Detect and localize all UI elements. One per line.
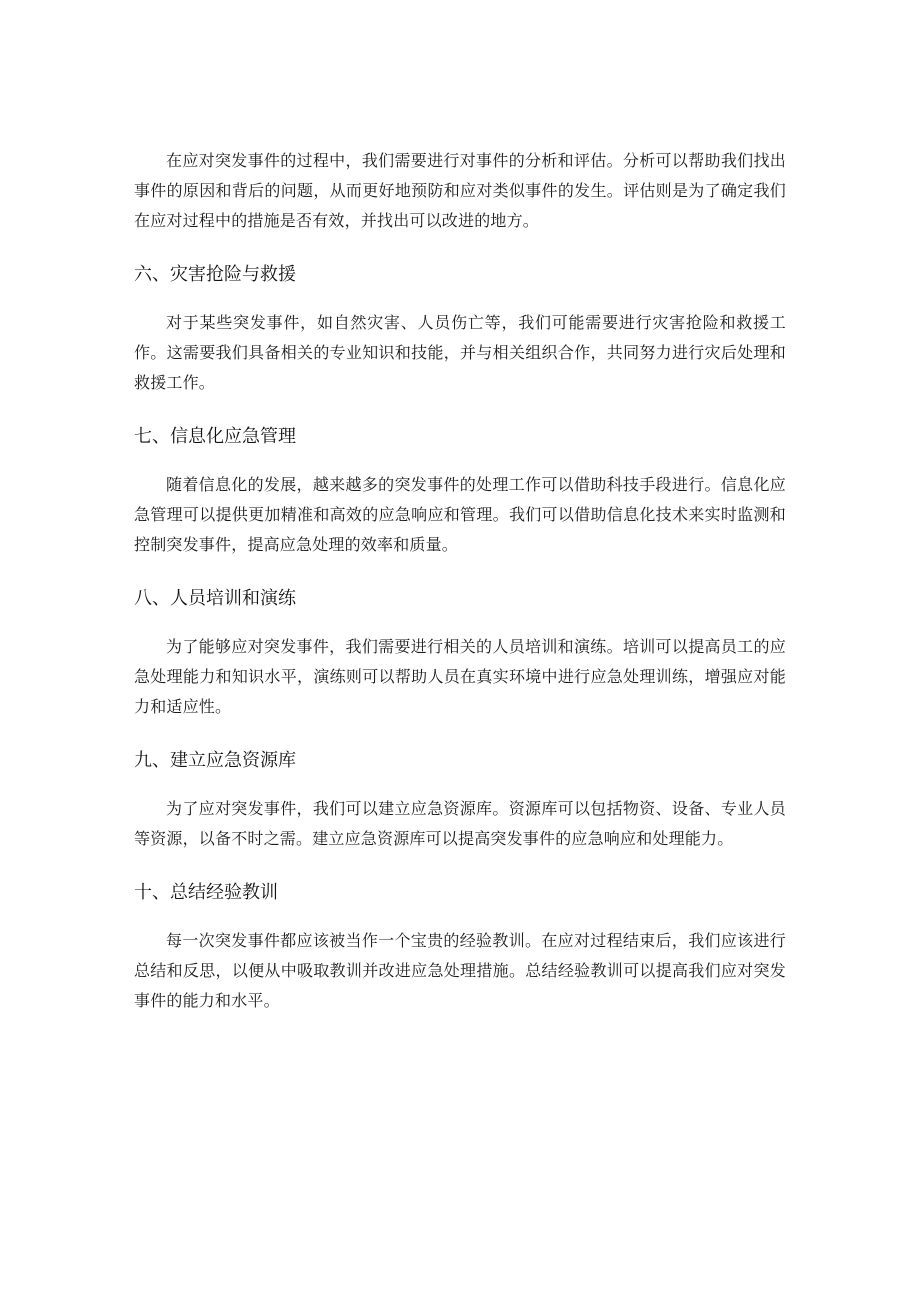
section-heading-10: 十、总结经验教训: [134, 882, 278, 903]
section-heading-8: 八、人员培训和演练: [134, 588, 296, 609]
section-body-8: 为了能够应对突发事件，我们需要进行相关的人员培训和演练。培训可以提高员工的应急处理能力和知识水平，演练则可以帮助人员在真实环境中进行应急处理训练，增强应对能力和适应性。: [134, 637, 786, 716]
section-heading-7: 七、信息化应急管理: [134, 426, 296, 447]
section-body-10: 每一次突发事件都应该被当作一个宝贵的经验教训。在应对过程结束后，我们应该进行总结和反思，以便从中吸取教训并改进应急处理措施。总结经验教训可以提高我们应对突发事件的能力和水平。: [134, 931, 786, 1010]
section-heading-9: 九、建立应急资源库: [134, 750, 296, 771]
section-body-9: 为了应对突发事件，我们可以建立应急资源库。资源库可以包括物资、设备、专业人员等资源，以备不时之需。建立应急资源库可以提高突发事件的应急响应和处理能力。: [134, 799, 786, 848]
section-heading-6: 六、灾害抢险与救援: [134, 264, 296, 285]
section-body-6: 对于某些突发事件，如自然灾害、人员伤亡等，我们可能需要进行灾害抢险和救援工作。这需要我们具备相关的专业知识和技能，并与相关组织合作，共同努力进行灾后处理和救援工作。: [134, 313, 786, 392]
section-body-7: 随着信息化的发展，越来越多的突发事件的处理工作可以借助科技手段进行。信息化应急管理可以提供更加精准和高效的应急响应和管理。我们可以借助信息化技术来实时监测和控制突发事件，提高应急处理的效率和质量。: [134, 475, 786, 554]
intro-paragraph: 在应对突发事件的过程中，我们需要进行对事件的分析和评估。分析可以帮助我们找出事件的原因和背后的问题，从而更好地预防和应对类似事件的发生。评估则是为了确定我们在应对过程中的措施是否有效，并找出可以改进的地方。: [134, 151, 786, 230]
